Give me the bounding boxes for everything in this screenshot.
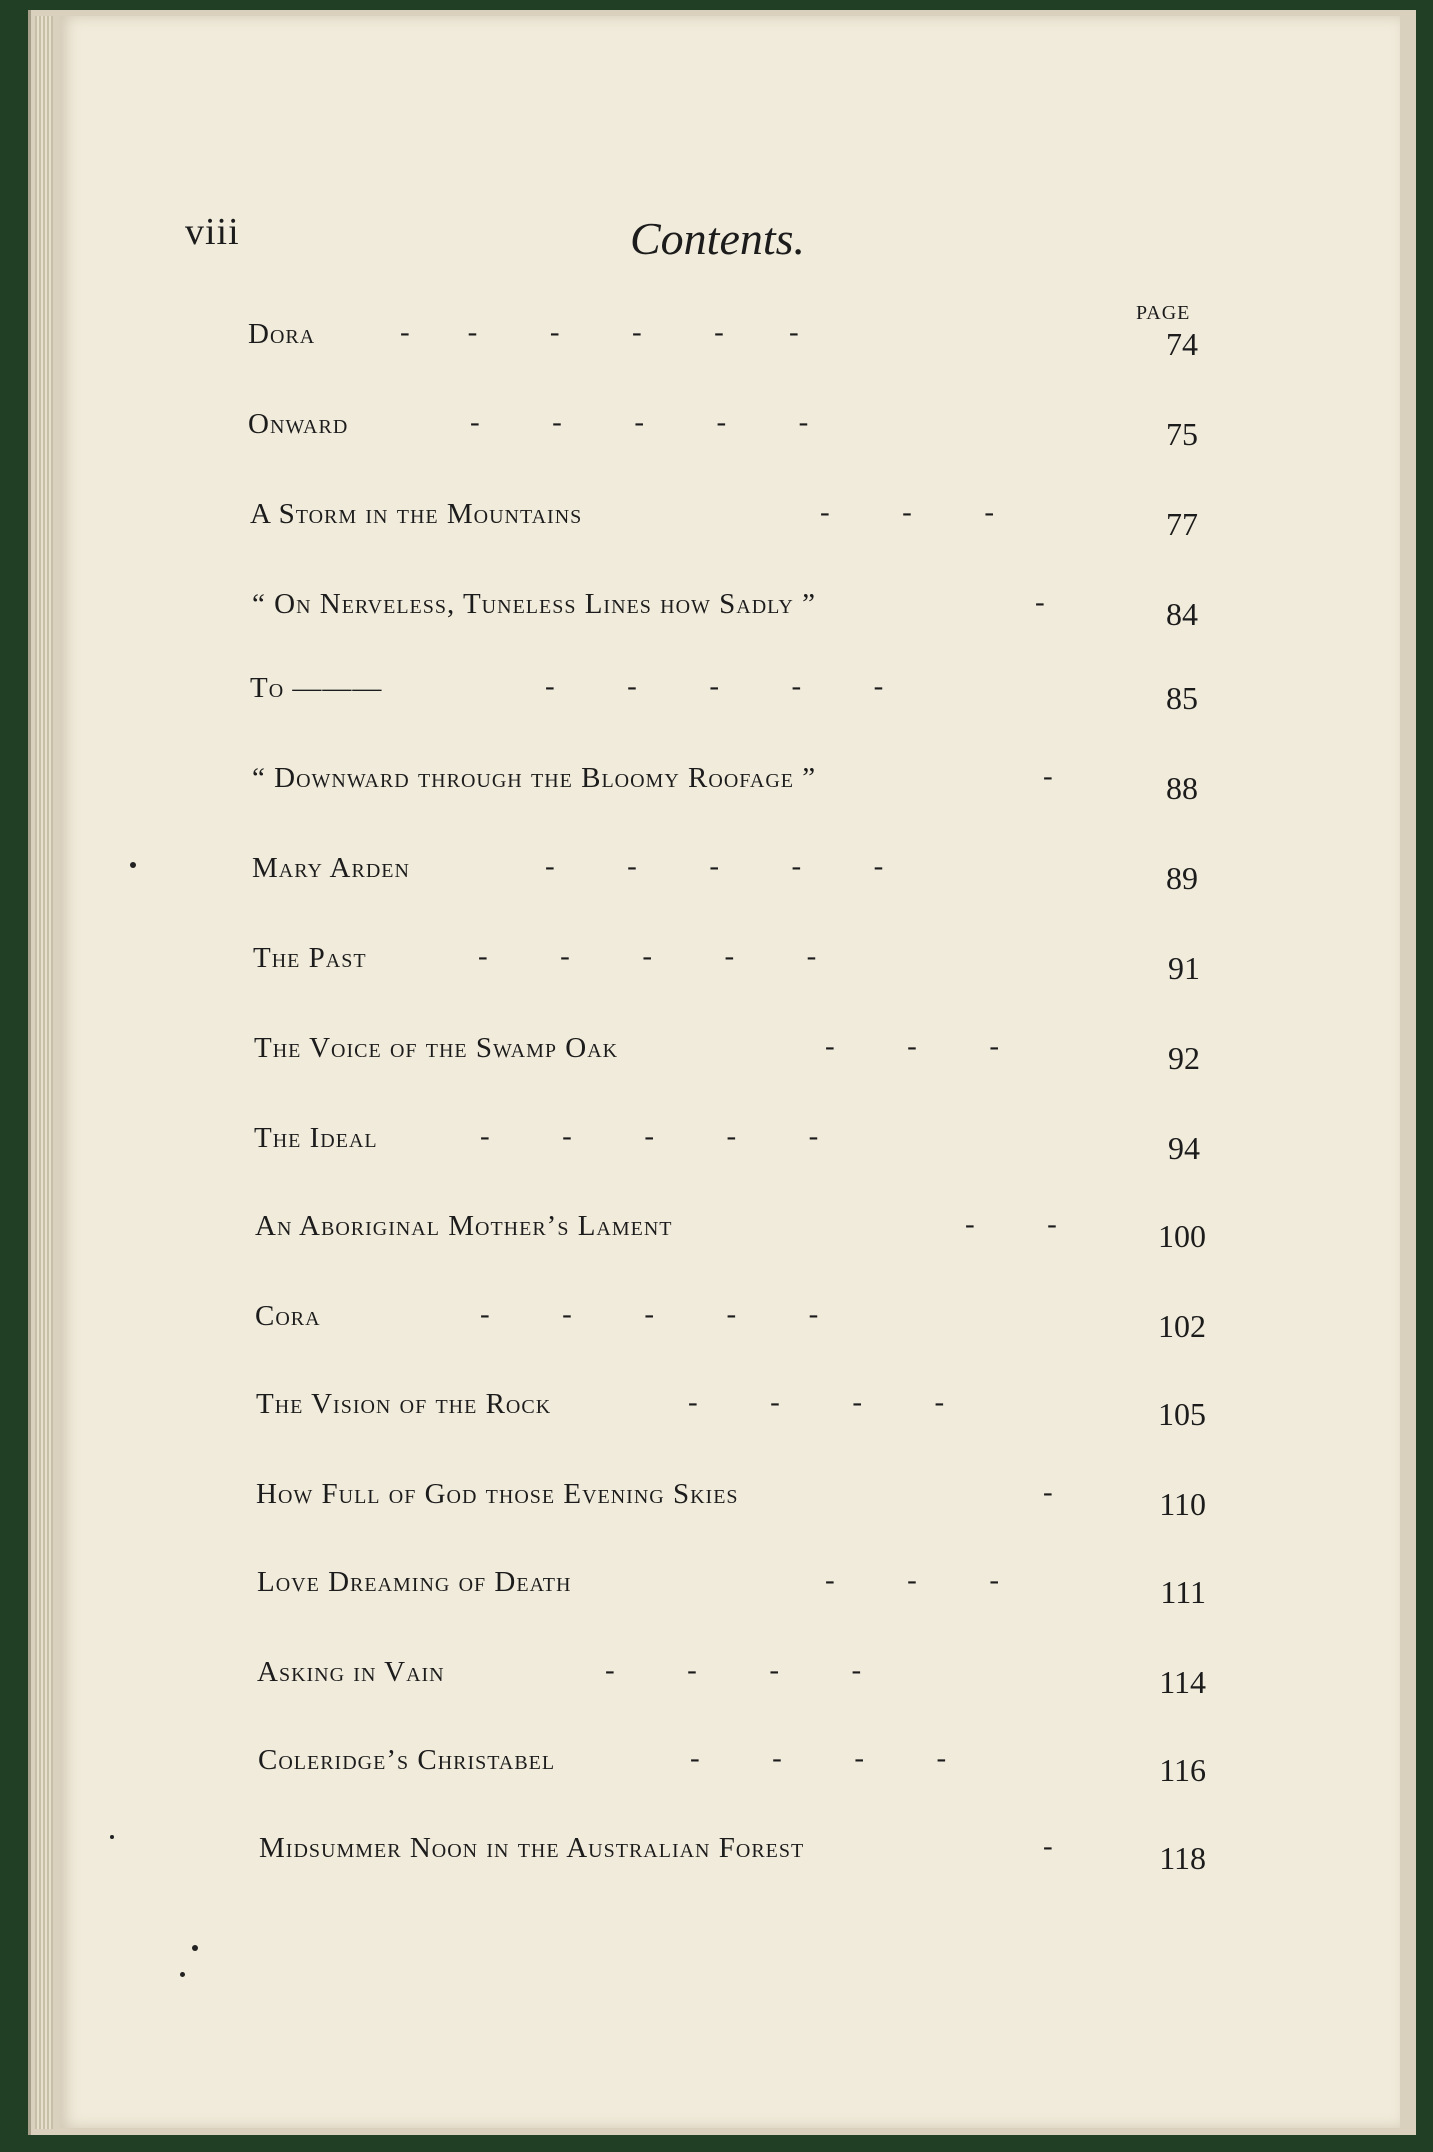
toc-entry-title: Dora [248,318,316,350]
toc-leader-dashes: - - - - [690,1742,947,1774]
toc-entry-title: To ——— [250,672,383,704]
toc-entry [0,942,1433,1002]
toc-entry-page: 91 [1168,950,1200,986]
toc-leader-dashes: - - - - - [478,940,817,972]
toc-entry-title: A Storm in the Mountains [250,498,583,530]
toc-entry-title: The Voice of the Swamp Oak [254,1032,619,1064]
toc-entry-page: 88 [1166,770,1198,806]
toc-entry-page: 118 [1159,1840,1206,1876]
toc-entry-page: 100 [1158,1218,1206,1254]
toc-entry-page: 84 [1166,596,1198,632]
paper-speck [130,862,136,868]
toc-entry-title: Onward [248,408,349,440]
toc-entry [0,1300,1433,1360]
toc-entry [0,1388,1433,1448]
toc-entry [0,588,1433,648]
toc-leader-dashes: - - - - [688,1386,945,1418]
toc-leader-dashes: - - - - - [545,670,884,702]
toc-entry [0,1032,1433,1092]
paper-speck [110,1835,114,1839]
toc-entry-page: 77 [1166,506,1198,542]
toc-entry-title: How Full of God those Evening Skies [256,1478,739,1510]
toc-entry [0,498,1433,558]
toc-entry-title: Mary Arden [252,852,410,884]
toc-entry-page: 92 [1168,1040,1200,1076]
toc-leader-dashes: - - [965,1208,1057,1240]
toc-entry [0,1210,1433,1270]
toc-entry-title: Coleridge’s Christabel [258,1744,556,1776]
toc-entry [0,318,1433,378]
toc-leader-dashes: - - - [825,1030,999,1062]
toc-entry-page: 116 [1159,1752,1206,1788]
running-title: Contents. [630,213,806,264]
toc-leader-dashes: - - - - - [480,1298,819,1330]
toc-leader-dashes: - - - - - [480,1120,819,1152]
toc-leader-dashes: - - - - - [545,850,884,882]
toc-entry [0,1566,1433,1626]
toc-entry-page: 94 [1168,1130,1200,1166]
toc-leader-dashes: - - - [825,1564,999,1596]
toc-entry [0,1832,1433,1892]
toc-entry-page: 111 [1160,1574,1206,1610]
toc-leader-dashes: - - - - [605,1654,862,1686]
toc-entry-page: 114 [1159,1664,1206,1700]
toc-entry-title: An Aboriginal Mother’s Lament [255,1210,673,1242]
toc-leader-dashes: - [1043,1476,1053,1508]
toc-leader-dashes: - [1035,586,1045,618]
toc-leader-dashes: - - - [820,496,994,528]
toc-leader-dashes: - - - - - - [400,316,799,348]
toc-entry [0,1656,1433,1716]
toc-entry-title: The Ideal [254,1122,378,1154]
toc-entry-page: 75 [1166,416,1198,452]
paper-speck [180,1972,185,1977]
toc-entry [0,762,1433,822]
toc-entry-page: 85 [1166,680,1198,716]
toc-entry-title: “ Downward through the Bloomy Roofage ” [252,762,817,794]
toc-leader-dashes: - [1043,760,1053,792]
toc-entry-page: 102 [1158,1308,1206,1344]
toc-entry-page: 105 [1158,1396,1206,1432]
toc-entry-title: Asking in Vain [257,1656,445,1688]
folio-number: viii [185,211,240,253]
toc-leader-dashes: - [1043,1830,1053,1862]
toc-entry-title: Love Dreaming of Death [257,1566,572,1598]
paper-speck [192,1945,198,1951]
toc-entry-title: Midsummer Noon in the Australian Forest [259,1832,805,1864]
toc-entry-title: Cora [255,1300,321,1332]
toc-entry [0,1478,1433,1538]
toc-leader-dashes: - - - - - [470,406,809,438]
toc-entry [0,408,1433,468]
page-column-label: PAGE [1136,302,1191,324]
toc-entry [0,1744,1433,1804]
toc-entry-page: 110 [1159,1486,1206,1522]
toc-entry [0,1122,1433,1182]
toc-entry-title: “ On Nerveless, Tuneless Lines how Sadly ” [252,588,816,620]
toc-entry-page: 89 [1166,860,1198,896]
toc-entry-title: The Vision of the Rock [256,1388,552,1420]
toc-entry-title: The Past [253,942,367,974]
toc-entry [0,852,1433,912]
toc-entry-page: 74 [1166,326,1198,362]
toc-entry [0,672,1433,732]
